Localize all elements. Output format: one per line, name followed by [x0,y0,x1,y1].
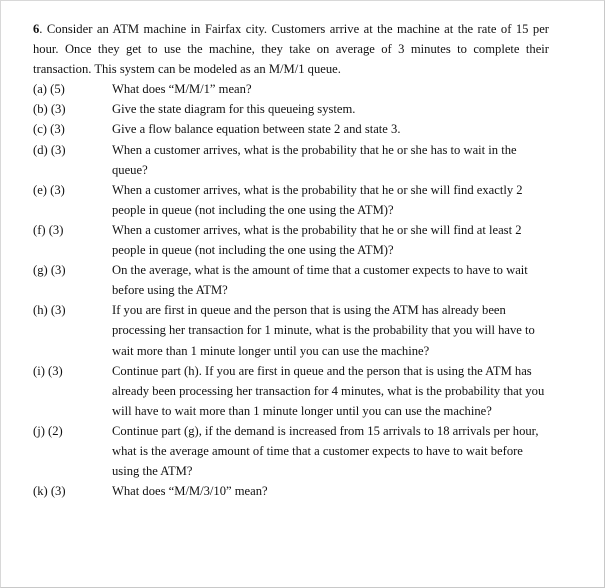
part-text: Give a flow balance equation between state 2 and state 3. [112,122,401,137]
part-label: (a) (5) [33,82,65,97]
part-text: Continue part (h). If you are first in queue and the person that is using the ATM has already been processing her transaction for 4 minutes, what is the probability that you will have to wait more than 1 minute longer until you can use the machine? [112,363,545,418]
part-label: (c) (3) [33,122,65,137]
part-d [33,140,549,180]
part-i [33,361,549,421]
part-text: What does “M/M/3/10” mean? [112,484,268,499]
part-label: (e) (3) [33,182,65,197]
problem-intro-text: . Consider an ATM machine in Fairfax city. Customers arrive at the machine at the rate of 15 per hour. Once they get to use the machine, they take on average of 3 minutes to complete their transaction. This system can be modeled as an M/M/1 queue. [33,22,549,77]
part-label: (d) (3) [33,142,66,157]
part-text: If you are first in queue and the person that is using the ATM has already been processing her transaction for 1 minute, what is the probability that you will have to wait more than 1 minute longer until you can use the machine? [112,303,535,358]
part-text: Give the state diagram for this queueing system. [112,102,356,117]
problem-intro [33,19,549,79]
part-text: When a customer arrives, what is the probability that he or she will find exactly 2 people in queue (not including the one using the ATM)? [112,182,523,217]
part-a [33,79,549,99]
part-text: When a customer arrives, what is the probability that he or she has to wait in the queue? [112,142,517,177]
part-label: (b) (3) [33,102,66,117]
part-label: (j) (2) [33,423,63,438]
part-label: (i) (3) [33,363,63,378]
part-g [33,260,549,300]
part-label: (f) (3) [33,222,64,237]
part-j [33,421,549,481]
part-e [33,180,549,220]
part-b [33,99,549,119]
part-label: (h) (3) [33,303,66,318]
part-text: On the average, what is the amount of time that a customer expects to have to wait before using the ATM? [112,263,528,298]
problem-parts-list [33,79,549,501]
part-h [33,300,549,360]
problem-document [33,19,549,501]
part-label: (g) (3) [33,263,66,278]
part-f [33,220,549,260]
problem-number: 6 [33,22,40,36]
part-text: When a customer arrives, what is the probability that he or she will find at least 2 people in queue (not including the one using the ATM)? [112,222,522,258]
part-c [33,119,549,139]
part-k [33,481,549,501]
part-text: What does “M/M/1” mean? [112,82,252,97]
part-text: Continue part (g), if the demand is increased from 15 arrivals to 18 arrivals per hour, what is the average amount of time that a customer expects to have to wait before using the ATM? [112,423,539,479]
part-label: (k) (3) [33,484,66,499]
